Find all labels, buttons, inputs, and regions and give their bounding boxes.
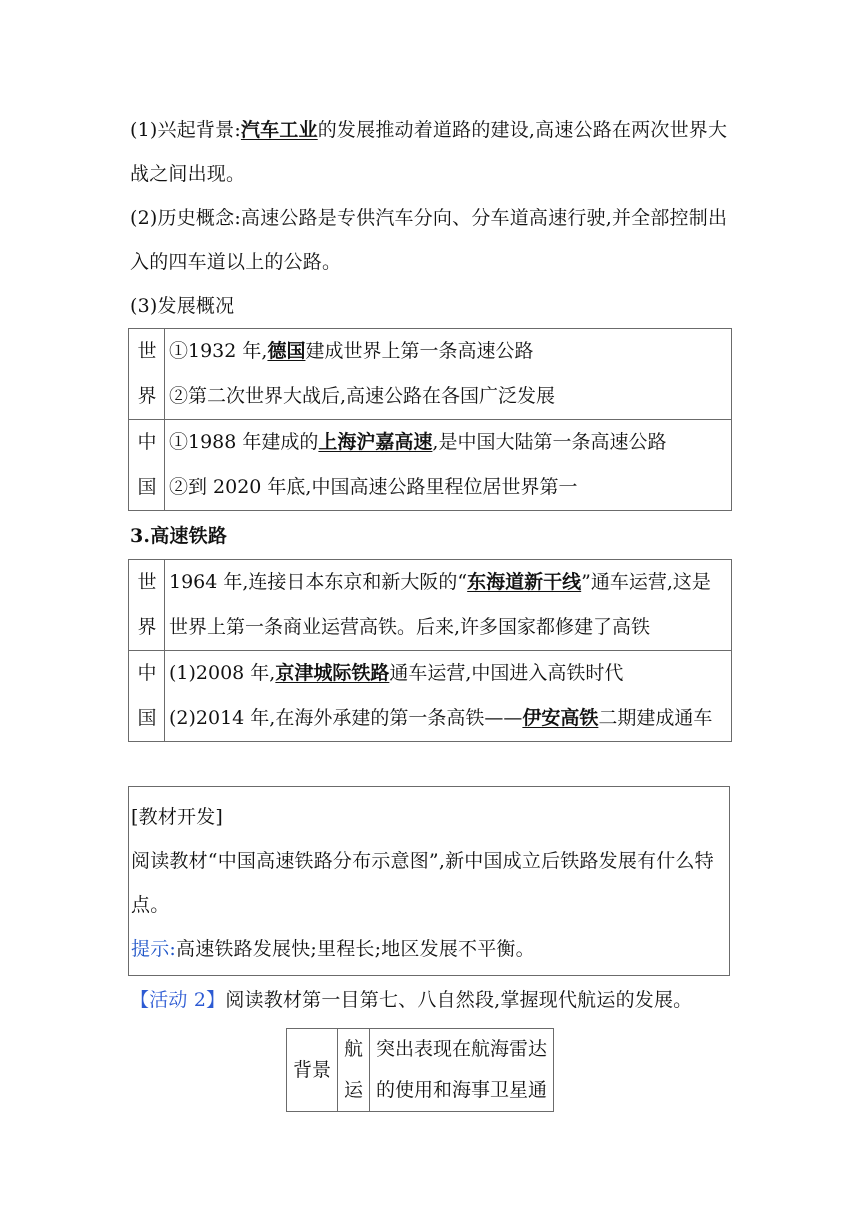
table-row	[287, 1029, 554, 1112]
activity-line	[130, 978, 732, 1022]
activity-label: 【活动 2】	[130, 989, 226, 1011]
row-label-china: 中 国	[129, 420, 165, 511]
paragraph-background	[130, 108, 732, 196]
paragraph-overview: (3)发展概况	[130, 295, 235, 317]
keyword-germany: 德国	[267, 340, 306, 362]
rail-world-line1: 1964 年,连接日本东京和新大阪的“东海道新干线”通车运营,这是	[169, 571, 711, 593]
section-heading-rail: 3.高速铁路	[130, 525, 228, 547]
row-content-world	[165, 560, 732, 651]
shipping-label: 航 运	[338, 1029, 370, 1112]
shipping-table	[286, 1028, 554, 1112]
rail-china-line1: (1)2008 年,京津城际铁路通车运营,中国进入高铁时代	[169, 662, 624, 684]
row-content-china	[165, 420, 732, 511]
rail-china-line2: (2)2014 年,在海外承建的第一条高铁——伊安高铁二期建成通车	[169, 707, 713, 729]
rail-table	[128, 559, 732, 742]
row-label-world: 世 界	[129, 560, 165, 651]
box-hint	[129, 927, 729, 971]
row-content-world	[165, 329, 732, 420]
text: (1)兴起背景:	[130, 119, 241, 141]
textbook-development-box	[128, 786, 730, 976]
text: 的发展推动着道路的建设,高速公路在两次世界大战之间出现。	[130, 119, 728, 185]
row-content-china	[165, 651, 732, 742]
shipping-content: 突出表现在航海雷达 的使用和海事卫星通	[370, 1029, 554, 1112]
background-label: 背景	[287, 1029, 338, 1112]
highway-world-line2: ②第二次世界大战后,高速公路在各国广泛发展	[169, 385, 556, 407]
table-row-china	[129, 420, 732, 511]
document-page	[130, 108, 732, 1112]
highway-table	[128, 328, 732, 511]
box-question: 阅读教材“中国高速铁路分布示意图”,新中国成立后铁路发展有什么特点。	[131, 850, 714, 916]
box-title: [教材开发]	[131, 806, 224, 828]
row-label-china: 中 国	[129, 651, 165, 742]
table-row-china	[129, 651, 732, 742]
highway-china-line1: ①1988 年建成的上海沪嘉高速,是中国大陆第一条高速公路	[169, 431, 667, 453]
keyword-jingjin: 京津城际铁路	[275, 662, 390, 684]
keyword-yian: 伊安高铁	[522, 707, 599, 729]
rail-world-line2: 世界上第一条商业运营高铁。后来,许多国家都修建了高铁	[169, 616, 651, 638]
hint-label: 提示:	[131, 938, 177, 960]
keyword-shanghai-hujia: 上海沪嘉高速	[318, 431, 433, 453]
hint-text: 高速铁路发展快;里程长;地区发展不平衡。	[176, 938, 535, 960]
row-label-world: 世 界	[129, 329, 165, 420]
highway-world-line1: ①1932 年,德国建成世界上第一条高速公路	[169, 340, 534, 362]
keyword-auto-industry: 汽车工业	[240, 119, 318, 141]
activity-text: 阅读教材第一目第七、八自然段,掌握现代航运的发展。	[225, 989, 693, 1011]
highway-china-line2: ②到 2020 年底,中国高速公路里程位居世界第一	[169, 476, 578, 498]
table-row-world	[129, 329, 732, 420]
paragraph-concept: (2)历史概念:高速公路是专供汽车分向、分车道高速行驶,并全部控制出入的四车道以上的公路。	[130, 207, 728, 273]
table-row-world	[129, 560, 732, 651]
keyword-tokaido: 东海道新干线	[467, 571, 582, 593]
